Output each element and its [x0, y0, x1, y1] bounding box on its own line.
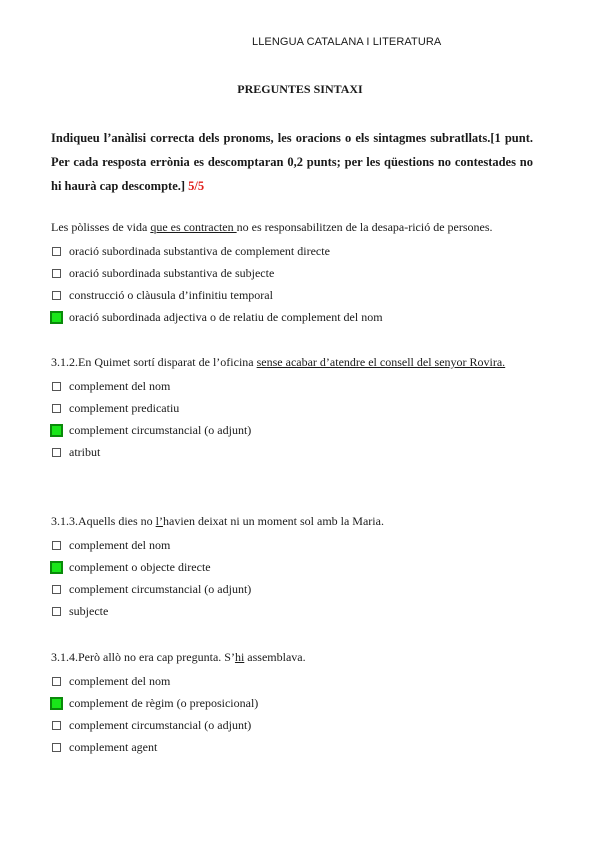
- score-badge: 5/5: [188, 179, 205, 193]
- option-label: complement predicatiu: [69, 401, 180, 415]
- checkbox-icon[interactable]: [52, 721, 61, 730]
- option-label: oració subordinada substantiva de subjecte: [69, 266, 275, 280]
- question-stem: [51, 216, 535, 238]
- underlined-fragment: hi: [234, 650, 245, 664]
- answer-option[interactable]: [51, 240, 535, 262]
- option-label: complement del nom: [69, 674, 171, 688]
- option-label: oració subordinada substantiva de complement directe: [69, 244, 330, 258]
- stem-text: Les pòlisses de vida: [51, 220, 151, 234]
- question-stem: [51, 351, 535, 373]
- checked-checkbox-icon[interactable]: [50, 697, 63, 710]
- instructions-text: Indiqueu l’anàlisi correcta dels pronoms, les oracions o els sintagmes subratllats.[1 punt. Per cada resposta errònia es descomptaran 0,2 punts; per les qüestions no contestades no hi haurà cap descompte.]: [51, 131, 533, 193]
- answer-option[interactable]: [51, 375, 535, 397]
- checkbox-icon[interactable]: [52, 585, 61, 594]
- answer-option[interactable]: [51, 419, 535, 441]
- answer-option[interactable]: [51, 284, 535, 306]
- checkbox-icon[interactable]: [52, 269, 61, 278]
- checkbox-icon[interactable]: [52, 743, 61, 752]
- checkbox-icon[interactable]: [52, 382, 61, 391]
- answer-option[interactable]: [51, 600, 535, 622]
- checked-checkbox-icon[interactable]: [50, 561, 63, 574]
- stem-text: 3.1.2.En Quimet sortí disparat de l’oficina: [51, 355, 257, 369]
- answer-option[interactable]: [51, 670, 535, 692]
- option-label: complement del nom: [69, 538, 171, 552]
- option-label: subjecte: [69, 604, 109, 618]
- option-label: complement o objecte directe: [69, 560, 211, 574]
- option-label: complement circumstancial (o adjunt): [69, 718, 252, 732]
- underlined-fragment: sense acabar d’atendre el consell del senyor Rovira.: [256, 355, 506, 369]
- underlined-fragment: l’: [155, 514, 164, 528]
- checkbox-icon[interactable]: [52, 677, 61, 686]
- option-label: complement circumstancial (o adjunt): [69, 423, 252, 437]
- stem-text: havien deixat ni un moment sol amb la Maria.: [163, 514, 384, 528]
- question-3: [51, 510, 535, 622]
- answer-option[interactable]: [51, 306, 535, 328]
- option-label: atribut: [69, 445, 101, 459]
- option-label: complement agent: [69, 740, 158, 754]
- checkbox-icon[interactable]: [52, 448, 61, 457]
- stem-text: 3.1.4.Però allò no era cap pregunta. S’: [51, 650, 235, 664]
- answer-option[interactable]: [51, 692, 535, 714]
- answer-option[interactable]: [51, 556, 535, 578]
- checkbox-icon[interactable]: [52, 247, 61, 256]
- checkbox-icon[interactable]: [52, 541, 61, 550]
- answer-option[interactable]: [51, 578, 535, 600]
- answer-option[interactable]: [51, 441, 535, 463]
- answer-option[interactable]: [51, 736, 535, 758]
- checkbox-icon[interactable]: [52, 404, 61, 413]
- checkbox-icon[interactable]: [52, 607, 61, 616]
- answer-option[interactable]: [51, 262, 535, 284]
- option-label: complement del nom: [69, 379, 171, 393]
- option-label: oració subordinada adjectiva o de relatiu de complement del nom: [69, 310, 383, 324]
- question-1: [51, 216, 535, 328]
- stem-text: no es responsabilitzen de la desapa-rició de persones.: [236, 220, 493, 234]
- option-label: construcció o clàusula d’infinitiu temporal: [69, 288, 273, 302]
- instructions: [51, 126, 533, 198]
- option-label: complement de règim (o preposicional): [69, 696, 259, 710]
- checked-checkbox-icon[interactable]: [50, 311, 63, 324]
- answer-option[interactable]: [51, 714, 535, 736]
- document-header: LLENGUA CATALANA I LITERATURA: [252, 36, 442, 48]
- question-stem: [51, 510, 535, 532]
- stem-text: 3.1.3.Aquells dies no: [51, 514, 156, 528]
- option-label: complement circumstancial (o adjunt): [69, 582, 252, 596]
- stem-text: assemblava.: [244, 650, 306, 664]
- checkbox-icon[interactable]: [52, 291, 61, 300]
- question-stem: [51, 646, 535, 668]
- answer-option[interactable]: [51, 397, 535, 419]
- question-2: [51, 351, 535, 463]
- question-4: [51, 646, 535, 758]
- checked-checkbox-icon[interactable]: [50, 424, 63, 437]
- underlined-fragment: que es contracten: [150, 220, 237, 234]
- page-title: PREGUNTES SINTAXI: [237, 82, 363, 96]
- answer-option[interactable]: [51, 534, 535, 556]
